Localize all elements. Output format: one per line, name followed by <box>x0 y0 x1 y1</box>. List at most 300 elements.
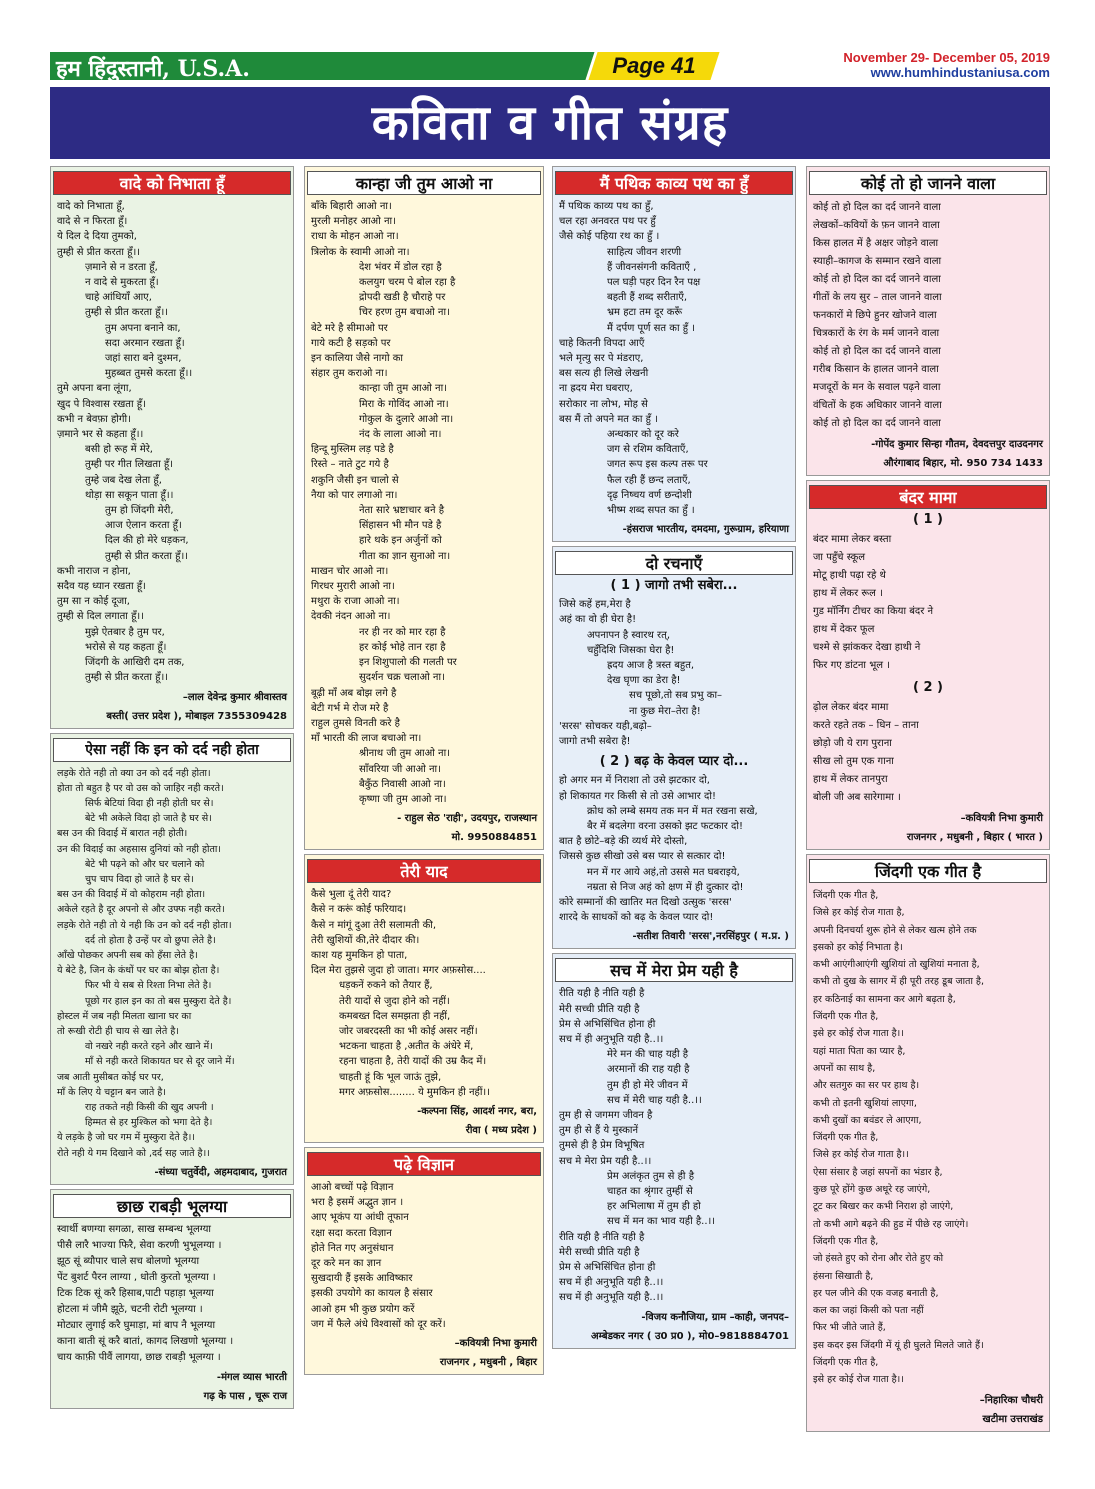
poem-line: देवकी नंदन आओ ना। <box>311 611 391 623</box>
poem-subheading: ( 1 ) <box>913 512 943 527</box>
poem-title: सच में मेरा प्रेम यही है <box>555 958 793 982</box>
poem-line: तुमसे ही है प्रेम विभूषित <box>559 1140 645 1152</box>
poem-line: हिम्मत से हर मुश्किल को भगा देते है। <box>85 1117 213 1129</box>
poem-author: -संध्या चतुर्वेदी, अहमदाबाद, गुजरात <box>154 1166 287 1178</box>
poem-line: भरा है इसमें अद्भुत ज्ञान । <box>311 1197 404 1209</box>
poem-line: क्रोध को लम्बे समय तक मन में मत रखना सखे, <box>587 805 758 817</box>
poem-line: तुम अपना बनाने का, <box>105 322 181 334</box>
poem-line: मैं दर्पण पूर्ण सत का हुँ । <box>607 322 696 334</box>
poem-line: कभी तो दुख के सागर में ही पूरी तरह डूब जाता है, <box>813 976 984 988</box>
poem-line: सच में मन का भाव यही है..।। <box>607 1216 716 1228</box>
poem-author: –लाल देवेन्द्र कुमार श्रीवास्तव <box>182 691 287 703</box>
poem-line: कोई तो हो दिल का दर्द जानने वाला <box>813 346 941 357</box>
poem-author-location: अम्बेडकर नगर ( उ0 प्र0 ), मो0–9818884701 <box>590 1330 789 1342</box>
poem-line: भरोसे से यह कहता हूँ। <box>85 641 167 653</box>
poem-line: सच में मेरी चाह यही है..।। <box>607 1094 702 1106</box>
poem-line: बस उन की विदाई में बारात नही होती। <box>57 828 188 840</box>
poem-body <box>807 197 1049 437</box>
poem-title: छाछ राबड़ी भूलग्या <box>53 1194 291 1218</box>
poem-line: रोते नही ये गम दिखाने को ,दर्द सह जाते है।। <box>57 1147 210 1159</box>
poem-line: चिर हरण तुम बचाओ ना। <box>359 307 450 319</box>
issue-date: November 29- December 05, 2019 <box>843 50 1050 65</box>
poem-line: थोड़ा सा सकून पाता हूँ।। <box>85 489 174 501</box>
poem-line: तुम्ही पर गीत लिखता हूँ। <box>85 459 173 471</box>
poem-line: साहित्य जीवन शरणी <box>607 246 682 258</box>
poem-author: –कवियत्री निभा कुमारी <box>454 1338 537 1349</box>
poem-line: भीष्म शब्द सपत का हुँ । <box>607 505 695 517</box>
poem-line: आओ हम भी कुछ प्रयोग करें <box>311 1303 415 1315</box>
poem-line: स्याही–कागज के सम्मान रखने वाला <box>813 256 942 267</box>
poem-line: दिल मेरा तुझसे जुदा हो जाता। मगर अफ़सोस.... <box>311 965 486 977</box>
poem-line: तुम हो जिंदगी मेरी, <box>105 505 174 517</box>
poem-line: राहुल तुमसे विनती करे है <box>311 717 400 729</box>
poem-line: चाहे आंधियाँ आए, <box>85 292 152 304</box>
poem-line: बेटे भी पढ़ने को और घर चलाने को <box>85 858 205 870</box>
poem-line: गिरधर मुरारी आओ ना। <box>311 581 395 593</box>
poem-line: जिसे कहें हम,मेरा है <box>559 599 631 611</box>
masthead-bar <box>50 52 605 80</box>
poem-author: - राहुल सेठ 'राही', उदयपुर, राजस्थान <box>397 813 537 825</box>
poem-line: मेरी सच्ची प्रीति यही है <box>559 1246 640 1258</box>
poem-title: वादे को निभाता हूँ <box>53 171 291 195</box>
poem-box <box>552 546 796 949</box>
poem-line: बस मैं तो अपने मत का हुँ । <box>559 413 658 425</box>
poem-line: मिरा के गोविंद आओ ना। <box>359 398 449 410</box>
poem-line: अपनों का साथ है, <box>813 1062 876 1074</box>
poem-line: इसको हर कोई निभाता है। <box>813 941 903 953</box>
poem-line: तुम्ही से प्रीत करता हूँ।। <box>57 246 141 258</box>
poem-line: मोटू हाथी पढ़ा रहे थे <box>813 570 886 581</box>
poem-line: दिल की हो मेरे धड़कन, <box>105 535 189 547</box>
poem-line: मुहब्बत तुमसे करता हूँ।। <box>105 368 193 380</box>
poem-line: बात है छोटे–बड़े की व्यर्थ मेरे दोस्तो, <box>559 836 688 848</box>
poem-line: कभी तो इतनी खुशियां लाएगा, <box>813 1097 917 1109</box>
poem-line: जिंदगी एक गीत है, <box>813 890 879 901</box>
poem-line: चश्मे से झांककर देखा हाथी ने <box>813 642 921 653</box>
poem-line: होता तो बहुत है पर वो उस को जाहिर नही करते। <box>57 782 224 794</box>
poem-body <box>553 595 795 753</box>
poem-line: कभी नाराज न होना, <box>57 565 131 577</box>
poem-line: बस सत्य ही लिखे लेखनी <box>559 368 649 380</box>
poem-box <box>552 953 796 1348</box>
poem-line: सदा अरमान रखता हूँ। <box>105 337 185 349</box>
poem-line: बस उन की विदाई में वो कोहराम नही होता। <box>57 889 206 901</box>
poem-line: सरोकार ना लोभ, मोह से <box>559 398 648 410</box>
poem-title: कान्हा जी तुम आओ ना <box>307 171 541 195</box>
poem-line: आओ बच्चों पढ़े विज्ञान <box>311 1181 394 1193</box>
poem-line: सीख लो तुम एक गाना <box>813 756 894 767</box>
poem-line: कमबख्त दिल समझता ही नहीं, <box>339 1010 451 1022</box>
poem-line: तुमे अपना बना लूंगा, <box>57 383 132 395</box>
poem-line: जा पहुँचे स्कूल <box>813 552 866 563</box>
poem-line: राह तकते नही किसी की खुद अपनी । <box>85 1101 214 1113</box>
poem-line: ह्रदय आज है त्रस्त बहुत, <box>607 660 695 672</box>
poem-line: तुम्ही से दिल लगाता हूँ।। <box>57 611 144 623</box>
poem-line: सच पूछो,तो सब प्रभु का– <box>629 690 723 702</box>
poem-line: इसकी उपयोगे का कायल है संसार <box>311 1288 433 1300</box>
poem-line: मेरे मन की चाह यही है <box>607 1049 689 1061</box>
poem-line: मन में गर आये अहं,तो उससे मत घबराइये, <box>587 866 740 878</box>
poem-line: हाथ में लेकर तानपुरा <box>813 774 888 785</box>
poem-line: गोकुल के दुलारे आओ ना। <box>359 413 454 425</box>
poem-box <box>806 854 1050 1432</box>
poem-line: जब आती मुसीबत कोई घर पर, <box>57 1071 164 1083</box>
poem-line: कोई तो हो दिल का दर्द जानने वाला <box>813 274 941 285</box>
column-4 <box>806 166 1050 1436</box>
poem-line: दूर करे मन का ज्ञान <box>311 1257 382 1269</box>
poem-line: रीति यही है नीति यही है <box>559 1231 645 1243</box>
poem-line: तुम्ही से प्रीत करता हूँ।। <box>85 672 169 684</box>
poem-line: शकुनि जैसी इन चालो से <box>311 474 399 486</box>
poem-line: तो कभी आगे बढ़ने की हुड में पीछे रह जाएंगे। <box>813 1218 969 1230</box>
poem-line: गाये कटी है सड़को पर <box>311 337 391 349</box>
poem-line: जिससे कुछ सीखो उसे बस प्यार से सत्कार दो! <box>559 851 726 863</box>
poem-line: कुछ पूरे होंगे कुछ अधूरे रह जाएंगे, <box>813 1184 931 1196</box>
poem-author-location: रीवा ( मध्य प्रदेश ) <box>465 1124 537 1136</box>
poem-line: गुड मॉर्निंग टीचर का किया बंदर ने <box>813 606 934 617</box>
poem-line: कान्हा जी तुम आओ ना। <box>359 383 447 395</box>
page-header <box>50 52 1050 82</box>
poem-author: -कल्पना सिंह, आदर्श नगर, बरा, <box>417 1105 537 1117</box>
poem-line: कैसे भुला दूं तेरी याद? <box>311 889 392 901</box>
poem-line: ज़माने भर से कहता हूँ।। <box>57 429 144 441</box>
poem-line: होस्टल में जब नही मिलता खाना घर का <box>57 1010 192 1022</box>
poem-line: मथुरा के राजा आओ ना। <box>311 596 400 608</box>
poem-line: सदैव यह ध्यान रखता हूँ। <box>57 581 146 593</box>
poem-line: सुखदायी हैं इसके आविष्कार <box>311 1273 413 1285</box>
poem-line: बेटे भी अकेले विदा हो जाते है घर से। <box>85 813 212 825</box>
poem-line: कल का जहां किसी को पता नहीं <box>813 1305 924 1317</box>
poem-line: जिंदगी एक गीत है, <box>813 1011 879 1023</box>
poem-line: दृढ़ निष्चय वर्ण छन्दोशी <box>607 489 692 501</box>
poem-author-location: खटीमा उत्तराखंड <box>982 1413 1043 1425</box>
poem-line: अपनापन है स्वारथ रत्, <box>587 629 671 641</box>
poem-body <box>305 197 543 811</box>
poem-line: ज़माने से न डरता हूँ, <box>85 261 158 273</box>
poem-line: हैं जीवनसंगनी कविताएँ , <box>607 261 697 273</box>
poem-line: मेरी सच्ची प्रीति यही है <box>559 1003 640 1015</box>
poem-line: हो शिकायत गर किसी से तो उसे आभार दो! <box>559 790 716 802</box>
poem-line: जग में फैले अंधे विश्वासों को दूर करें। <box>311 1318 446 1330</box>
poem-box <box>50 733 294 1185</box>
poem-author: -हंसराज भारतीय, दमदमा, गुरूग्राम, हरियाणा <box>622 524 789 536</box>
poem-body <box>807 697 1049 811</box>
poem-body <box>51 1220 293 1370</box>
poem-line: फिर भी जीते जाते हैं, <box>813 1322 886 1334</box>
poem-body <box>305 885 543 1104</box>
poem-body <box>305 1178 543 1336</box>
poem-box <box>304 854 544 1143</box>
poem-author: -मंगल व्यास भारती <box>216 1371 287 1383</box>
poem-line: पीसै लारै भाज्या फिरै, सेवा करणी भुभूलग्या । <box>57 1239 222 1251</box>
poem-line: हाथ में लेकर रूल । <box>813 588 883 599</box>
poem-line: कभी दुखों का बवंडर ले आएगा, <box>813 1114 922 1126</box>
poem-line: माखन चोर आओ ना। <box>311 565 389 577</box>
poem-line: फैल रही हैं छन्द लताएँ, <box>607 474 691 486</box>
column-3 <box>552 166 796 1353</box>
poem-line: अन्धकार को दूर करे <box>607 429 679 441</box>
poem-line: चाहती हूं कि भूल जाऊं तुझे, <box>339 1071 442 1083</box>
poem-subheading: ( 2 ) <box>913 680 943 695</box>
poem-line: स्वार्थी बणग्या सगळा, साख सम्बन्ध भूलग्या <box>57 1223 211 1235</box>
poem-box <box>806 166 1050 476</box>
poem-title: ऐसा नहीं कि इन को दर्द नही होता <box>53 738 291 762</box>
poem-line: माँ भारती की लाज बचाओ ना। <box>311 733 422 745</box>
poem-line: आए भूकंप या आंधी तूफान <box>311 1212 409 1224</box>
poem-line: इसे हर कोई रोज गाता है।। <box>813 1028 904 1040</box>
poem-line: कोरे सम्मानों की खातिर मत दिखो उत्सुक 'सरस' <box>559 896 732 908</box>
poem-line: बंदर मामा लेकर बस्ता <box>813 534 892 545</box>
poem-line: प्रेम अलंकृत तुम से ही है <box>607 1170 695 1182</box>
poem-line: चुप चाप विदा हो जाते है घर से। <box>85 873 194 885</box>
page-number: Page 41 <box>612 53 696 78</box>
poem-line: गीता का ज्ञान सुनाओ ना। <box>359 550 451 562</box>
poem-line: ये लड़के है जो घर गम में मुस्कुरा देते है।। <box>57 1132 195 1144</box>
poem-line: इन शिशुपालो की गलती पर <box>359 657 457 669</box>
poem-title: बंदर मामा <box>809 485 1047 509</box>
poem-line: जिंदगी एक गीत है, <box>813 1357 879 1369</box>
poem-line: और सतगुरु का सर पर हाथ है। <box>813 1080 920 1092</box>
poem-line: तुम्ही से प्रीत करता हूँ।। <box>105 550 189 562</box>
poem-line: हर अभिलाषा में तुम ही हो <box>607 1201 701 1213</box>
poem-line: वादे से न फिरता हूँ। <box>57 216 128 228</box>
section-banner <box>50 87 1050 159</box>
poem-line: वादे को निभाता हूँ, <box>57 201 125 212</box>
poem-body <box>553 984 795 1309</box>
column-1 <box>50 166 294 1413</box>
poem-line: मोट्यार लुगाई करै घुमाड़ा, मां बाप नै भूलग्या <box>57 1319 216 1331</box>
poem-box <box>50 1189 294 1409</box>
poem-line: साँवरिया जी आओ ना। <box>359 763 441 775</box>
poem-body <box>553 197 795 522</box>
poem-line: काश यह मुमकिन हो पाता, <box>311 949 408 961</box>
poem-line: रीति यही है नीति यही है <box>559 988 645 1000</box>
poem-line: कभी न बेवफ़ा होगी। <box>57 413 131 425</box>
poem-line: बैकुँठ निवासी आओ ना। <box>359 778 446 790</box>
poem-line: चहुँदिशि जिसका घेरा है! <box>587 644 675 656</box>
poem-line: माँ से नही करते शिकायत घर से दूर जाने में। <box>85 1056 235 1068</box>
poem-line: नैया को पार लगाओ ना। <box>311 489 398 501</box>
issue-info <box>750 50 1050 80</box>
poem-line: हिन्दू मुस्लिम लड़ पडे है <box>311 444 394 456</box>
poem-line: खुद पे विश्वास रखता हूँ। <box>57 398 146 410</box>
poem-box <box>304 1147 544 1375</box>
poem-line: जैसे कोई पहिया रथ का हुँ । <box>559 231 660 243</box>
poem-line: प्रेम से अभिसिंचित होना ही <box>559 1018 656 1030</box>
poem-line: बोली जी अब सारेगामा । <box>813 792 901 803</box>
poem-line: संहार तुम कराओ ना। <box>311 368 388 380</box>
poem-line: आज ऐलान करता हूँ। <box>105 520 182 532</box>
poem-line: झूठ सूं ब्यौपार चाले सच बोलणो भूलग्या <box>57 1255 200 1267</box>
poem-line: लेखकों–कवियों के फ़न जानने वाला <box>813 220 940 231</box>
poem-line: न वादे से मुकरता हूँ। <box>85 277 159 289</box>
poem-line: जिंदगी एक गीत है, <box>813 1132 879 1144</box>
poem-line: यहां माता पिता का प्यार है, <box>813 1045 906 1057</box>
poem-line: मैं पथिक काव्य पथ का हुँ, <box>559 201 654 212</box>
poem-line: देख घृणा का डेरा है! <box>607 675 681 687</box>
poem-line: मुझे ऐतबार है तुम पर, <box>85 626 165 638</box>
poem-line: हाथ में देकर फूल <box>813 624 875 635</box>
poem-line: हारे थके इन अर्जुनों को <box>359 535 442 547</box>
poem-line: बहती हैं शब्द सरीताएँ, <box>607 292 688 304</box>
poem-author-phone: मो. 9950884851 <box>451 832 537 844</box>
poem-line: कभी आएंगीआएंगी खुशियां तो खुशियां मनाता है, <box>813 959 980 971</box>
poem-line: दर्द तो होता है उन्हें पर वो छुपा लेते है। <box>85 934 216 946</box>
poem-line: मगर अफ़सोस........ ये मुमकिन ही नहीं।। <box>339 1086 490 1098</box>
poem-author: -गोपेंद कुमार सिन्हा गौतम, देवदत्तपुर दाउदनगर <box>871 439 1043 450</box>
poem-line: तुम ही हो मेरे जीवन में <box>607 1079 688 1091</box>
poem-line: जगत रूप इस कल्प तरू पर <box>607 459 708 471</box>
poem-line: जिंदगी एक गीत है, <box>813 1235 879 1247</box>
poem-line: गीतों के लय सुर – ताल जानने वाला <box>813 292 942 303</box>
poem-body <box>51 764 293 1165</box>
poem-author: –कवियत्री निभा कुमारी <box>960 813 1043 824</box>
poem-line: देश भंवर में डोल रहा है <box>359 261 442 273</box>
poem-line: सच में ही अनुभूति यही है..।। <box>559 1292 664 1304</box>
poem-line: सिर्फ बेटियां विदा ही नही होती घर से। <box>85 797 214 809</box>
poem-line: पल घड़ी पहर दिन रैन पक्ष <box>607 277 701 289</box>
poem-body <box>807 529 1049 679</box>
poem-line: ऐसा संसार है जहां सपनों का भंडार है, <box>813 1166 943 1178</box>
poem-line: ये बेटे है, जिन के कंधों पर घर का बोझ होता है। <box>57 965 220 977</box>
poem-line: वंचितों के हक अधिकार जानने वाला <box>813 400 942 411</box>
poem-line: शारदे के साधकों को बढ़ के केवल प्यार दो! <box>559 912 714 924</box>
poem-line: आँखे पोछकर अपनी सब को हँसा लेते है। <box>57 949 198 961</box>
poem-line: बेटी गर्भ मे रोज मरे है <box>311 702 389 714</box>
poem-author: -सतीश तिवारी 'सरस',नरसिंहपुर ( म.प्र. ) <box>632 931 789 943</box>
poem-line: बाँके बिहारी आओ ना। <box>311 201 392 212</box>
poem-line: चित्रकारों के रंग के मर्म जानने वाला <box>813 328 940 339</box>
poem-line: सिंहासन भी मौन पडे है <box>359 520 442 532</box>
poem-line: जिंदगी के आखिरी दम तक, <box>85 657 185 669</box>
poem-author-location: राजनगर , मधुबनी , बिहार <box>439 1357 537 1368</box>
poem-line: माँ के लिए ये चट्टान बन जाते है। <box>57 1086 166 1098</box>
poem-line: बेटे मरे है सीमाओ पर <box>311 322 388 334</box>
poem-line: चाहत का श्रृंगार तुम्हीं से <box>607 1185 693 1197</box>
poem-line: रिस्ते – नाते टुट गये है <box>311 459 389 471</box>
poem-author-location: बस्ती( उत्तर प्रदेश ), मोबाइल 7355309428 <box>106 710 287 722</box>
poem-title: कोई तो हो जानने वाला <box>809 171 1047 195</box>
poem-line: राधा के मोहन आओ ना। <box>311 231 399 243</box>
poem-line: रक्षा सदा करता विज्ञान <box>311 1227 392 1239</box>
poem-line: अपनी दिनचर्या शुरू होने से लेकर खत्म होने तक <box>813 924 977 936</box>
poem-line: फिर भी ये सब से रिश्ता निभा लेते है। <box>85 980 212 992</box>
poem-line: ये दिल दे दिया तुमको, <box>57 231 137 243</box>
poem-line: नंद के लाला आओ ना। <box>359 429 442 441</box>
poem-body <box>807 885 1049 1393</box>
poem-line: तो रूखी रोटी ही चाय से खा लेते है। <box>57 1025 179 1037</box>
poem-title: जिंदगी एक गीत है <box>809 859 1047 883</box>
poem-line: फिर गए डांटना भूल । <box>813 660 890 671</box>
poem-box <box>552 166 796 542</box>
column-2 <box>304 166 544 1379</box>
page-number-tab <box>585 52 719 80</box>
poem-author-location: गढ़ के पास , चूरू राज <box>203 1390 287 1402</box>
poem-author-location: औरंगाबाद बिहार, मो. 950 734 1433 <box>883 458 1043 469</box>
poem-box <box>806 480 1050 850</box>
poem-line: टिक टिक सूं करै हिसाब,पाटी पहाड़ा भूलग्या <box>57 1287 214 1299</box>
poem-line: अकेले रहते है दूर अपनो से और उफ्फ नही करते। <box>57 904 225 916</box>
poem-line: जो हंसते हुए को रोना और रोते हुए को <box>813 1253 944 1265</box>
poem-line: धड़कनें रुकने को तैयार हैं, <box>339 980 433 992</box>
poem-line: चल रहा अनवरत पथ पर हुँ <box>559 216 656 228</box>
poem-line: तुम्ही से प्रीत करता हूँ।। <box>85 307 169 319</box>
poem-line: भटकना चाहता है ,अतीत के अंधेरे में, <box>339 1041 474 1053</box>
poem-line: अरमानों की राह यही है <box>607 1064 690 1076</box>
poem-line: चाहे कितनी विपदा आएँ <box>559 337 645 349</box>
poem-line: हो अगर मन में निराशा तो उसे झटकार दो, <box>559 775 710 787</box>
poem-line: छोड़ो जी ये राग पुराना <box>813 738 892 749</box>
poem-author-location: राजनगर , मधुबनी , बिहार ( भारत ) <box>906 832 1043 843</box>
poem-line: फनकारों मे छिपे हुनर खोजने वाला <box>813 310 937 321</box>
poem-line: प्रेम से अभिसिंचित होना ही <box>559 1261 656 1273</box>
poem-line: ना ह्रदय मेरा घबराए, <box>559 383 633 395</box>
poem-line: जग से रशिम कविताएँ, <box>607 444 689 456</box>
poem-line: सुदर्शन चक्र चलाओ ना। <box>359 672 445 684</box>
poem-line: अहं का वो ही घेरा है! <box>559 614 637 626</box>
poem-line: तुम ही से हैं ये मुस्कानें <box>559 1125 639 1137</box>
poem-line: काना बाती सूं करै बातां, कागद लिखणो भूलग्या । <box>57 1335 234 1347</box>
poem-line: जहां सारा बने दुश्मन, <box>105 353 182 365</box>
poem-title: पढ़े विज्ञान <box>307 1152 541 1176</box>
poem-line: 'सरस' सोचकर यही,बढ़ो– <box>559 720 652 732</box>
website-link[interactable]: www.humhindustaniusa.com <box>870 65 1050 80</box>
poem-box <box>50 166 294 729</box>
poem-line: पेंट बुशर्ट पैरन लाग्या , धोती कुरतो भूलग्या । <box>57 1271 216 1283</box>
poem-title: मैं पथिक काव्य पथ का हुँ <box>555 171 793 195</box>
poem-line: कोई तो हो दिल का दर्द जानने वाला <box>813 418 941 429</box>
poem-line: भ्रम हटा तम दूर करूँ <box>607 307 683 319</box>
poem-line: रहना चाहता है, तेरी यादों की उम्र कैद में। <box>339 1056 487 1068</box>
poem-line: गरीब किसान के हालत जानने वाला <box>813 364 939 375</box>
poem-line: जोर जबरदस्ती का भी कोई असर नहीं। <box>339 1025 478 1037</box>
poem-line: तुम सा न कोई दूजा, <box>57 596 130 608</box>
poem-line: जिसे हर कोई रोज गाता है।। <box>813 1149 909 1161</box>
poem-line: लड़के रोते नही तो ये नही कि उन को दर्द नही होता। <box>57 919 232 931</box>
poem-line: कलयुग चरम पे बोल रहा है <box>359 277 456 289</box>
section-title: कविता व गीत संग्रह <box>371 95 729 151</box>
poem-line: करते रहते तक – धिन – ताना <box>813 720 919 731</box>
poem-author: –निहारिका चौधरी <box>979 1394 1043 1406</box>
poem-line: भले मृत्यु सर पे मंडराए, <box>559 353 644 365</box>
poem-line: हंसना सिखाती है, <box>813 1270 874 1282</box>
poem-line: ना कुछ मेरा–तेरा है! <box>629 705 701 717</box>
poem-line: मजदूरों के मन के सवाल पढ़ने वाला <box>813 382 941 393</box>
poem-line: ढ़ोल लेकर बंदर मामा <box>813 702 889 713</box>
poem-line: सच में ही अनुभूति यही है..।। <box>559 1277 664 1289</box>
poem-line: कैसे न करूं कोई फरियाद। <box>311 904 407 916</box>
poem-line: बसी हो रूह में मेरे, <box>85 444 153 456</box>
poem-line: उन की विदाई का अहसास दुनियां को नही होता। <box>57 843 221 855</box>
poem-line: इस कदर इस जिंदगी में यूं ही घुलते मिलते जाते हैं। <box>813 1339 984 1351</box>
poem-box <box>304 166 544 850</box>
poem-line: नेता सारे भ्रष्टाचार बने है <box>359 505 445 517</box>
poem-line: पूछो गर हाल इन का तो बस मुस्कुरा देते है। <box>85 995 232 1007</box>
poem-line: श्रीनाथ जी तुम आओ ना। <box>359 748 450 760</box>
poem-line: होते नित गए अनुसंधान <box>311 1242 394 1254</box>
poem-body <box>553 771 795 929</box>
poem-title: तेरी याद <box>307 859 541 883</box>
poem-line: टूट कर बिखर कर कभी निराश हो जाएंगे, <box>813 1201 954 1213</box>
poem-line: हर पल जीने की एक वजह बनाती है, <box>813 1287 939 1299</box>
poem-line: इन कालिया जैसे नागो का <box>311 353 404 365</box>
poem-line: कैसे न मांगूं दुआ तेरी सलामती की, <box>311 919 437 931</box>
poem-line: द्रोपदी खडी है चौराहे पर <box>359 292 446 304</box>
poem-line: तेरी यादों से जुदा होने को नहीं। <box>339 995 450 1007</box>
poem-line: होटला मं जीमै झूठे, चटनी रोटी भूलग्या । <box>57 1303 203 1315</box>
masthead-logo: हम हिंदुस्तानी, U.S.A. <box>56 56 250 82</box>
poem-line: कोई तो हो दिल का दर्द जानने वाला <box>813 202 941 213</box>
